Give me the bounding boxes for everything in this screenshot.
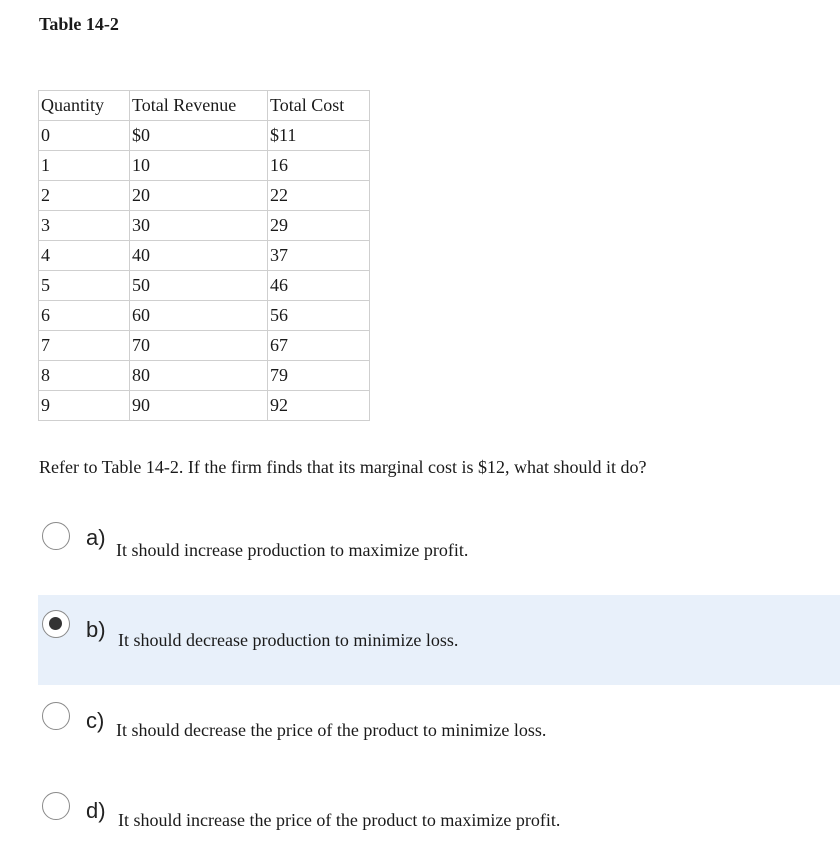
quantity-cell: 7 (39, 331, 130, 361)
radio-button-d[interactable] (42, 792, 70, 820)
cost-cell: 22 (268, 181, 370, 211)
cost-cell: 92 (268, 391, 370, 421)
data-table (38, 90, 370, 421)
option-text-c[interactable]: It should decrease the price of the product to minimize loss. (116, 720, 547, 740)
option-letter-a: a) (86, 525, 106, 550)
option-text-a[interactable]: It should increase production to maximize profit. (116, 540, 469, 560)
cost-cell: $11 (268, 121, 370, 151)
option-a[interactable] (38, 505, 840, 595)
table-row (39, 241, 370, 271)
revenue-cell: 70 (130, 331, 268, 361)
revenue-cell: $0 (130, 121, 268, 151)
radio-button-a[interactable] (42, 522, 70, 550)
option-b[interactable] (38, 595, 840, 685)
option-letter-d: d) (86, 798, 106, 823)
option-d[interactable] (38, 775, 840, 865)
cost-cell: 56 (268, 301, 370, 331)
cost-cell: 46 (268, 271, 370, 301)
cost-cell: 29 (268, 211, 370, 241)
revenue-cell: 60 (130, 301, 268, 331)
quantity-cell: 6 (39, 301, 130, 331)
revenue-cell: 40 (130, 241, 268, 271)
option-text-d[interactable]: It should increase the price of the product to maximize profit. (118, 810, 561, 830)
table-header-row (39, 91, 370, 121)
table-row (39, 181, 370, 211)
cost-cell: 79 (268, 361, 370, 391)
revenue-cell: 80 (130, 361, 268, 391)
revenue-cell: 20 (130, 181, 268, 211)
quantity-cell: 5 (39, 271, 130, 301)
quantity-cell: 0 (39, 121, 130, 151)
table-row (39, 211, 370, 241)
radio-selected-dot (49, 617, 62, 630)
table-row (39, 391, 370, 421)
revenue-cell: 30 (130, 211, 268, 241)
revenue-cell: 50 (130, 271, 268, 301)
quantity-cell: 9 (39, 391, 130, 421)
header-total-cost: Total Cost (268, 91, 370, 121)
page-title: Table 14-2 (39, 14, 119, 34)
quantity-cell: 4 (39, 241, 130, 271)
revenue-cell: 90 (130, 391, 268, 421)
option-text-b[interactable]: It should decrease production to minimize loss. (118, 630, 459, 650)
header-total-revenue: Total Revenue (130, 91, 268, 121)
radio-button-c[interactable] (42, 702, 70, 730)
radio-button-b[interactable] (42, 610, 70, 638)
table-row (39, 331, 370, 361)
quantity-cell: 8 (39, 361, 130, 391)
table-row (39, 301, 370, 331)
quantity-cell: 3 (39, 211, 130, 241)
table-row (39, 271, 370, 301)
question-text: Refer to Table 14-2. If the firm finds that its marginal cost is $12, what should it do? (39, 457, 647, 477)
cost-cell: 37 (268, 241, 370, 271)
table-row (39, 361, 370, 391)
quantity-cell: 1 (39, 151, 130, 181)
option-letter-b: b) (86, 617, 106, 642)
option-c[interactable] (38, 685, 840, 775)
revenue-cell: 10 (130, 151, 268, 181)
cost-cell: 16 (268, 151, 370, 181)
header-quantity: Quantity (39, 91, 130, 121)
cost-cell: 67 (268, 331, 370, 361)
option-letter-c: c) (86, 708, 105, 733)
table-row (39, 121, 370, 151)
table-row (39, 151, 370, 181)
quantity-cell: 2 (39, 181, 130, 211)
